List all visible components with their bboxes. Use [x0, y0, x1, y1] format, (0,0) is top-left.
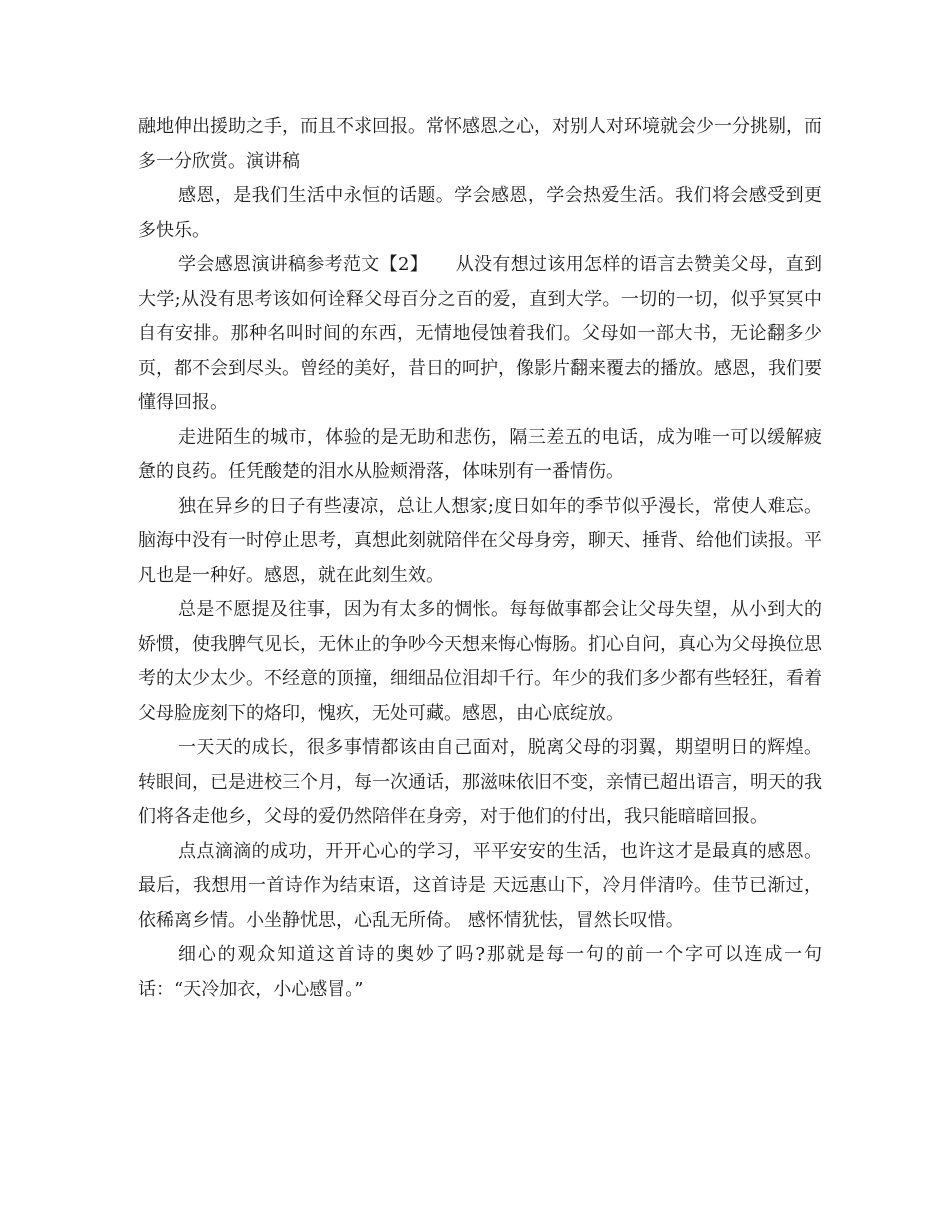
- paragraph-1: 融地伸出援助之手，而且不求回报。常怀感恩之心，对别人对环境就会少一分挑剔，而多一分欣赏。演讲稿: [138, 116, 822, 172]
- document-body: [138, 110, 822, 1007]
- paragraph-4: 走进陌生的城市，体验的是无助和悲伤，隔三差五的电话，成为唯一可以缓解疲惫的良药。任凭酸楚的泪水从脸颊滑落，体味别有一番情伤。: [138, 426, 822, 482]
- paragraph-3: 学会感恩演讲稿参考范文【2】 从没有想过该用怎样的语言去赞美父母，直到大学;从没有思考该如何诠释父母百分之百的爱，直到大学。一切的一切，似乎冥冥中自有安排。那种名叫时间的东西，无情地侵蚀着我们。父母如一部大书，无论翻多少页，都不会到尽头。曾经的美好，昔日的呵护，像影片翻来覆去的播放。感恩，我们要懂得回报。: [138, 254, 822, 413]
- paragraph-7: 一天天的成长，很多事情都该由自己面对，脱离父母的羽翼，期望明日的辉煌。转眼间，已是进校三个月，每一次通话，那滋味依旧不变，亲情已超出语言，明天的我们将各走他乡，父母的爱仍然陪伴在身旁，对于他们的付出，我只能暗暗回报。: [138, 737, 822, 827]
- paragraph-2: 感恩，是我们生活中永恒的话题。学会感恩，学会热爱生活。我们将会感受到更多快乐。: [138, 185, 822, 241]
- paragraph-5: 独在异乡的日子有些凄凉，总让人想家;度日如年的季节似乎漫长，常使人难忘。脑海中没有一时停止思考，真想此刻就陪伴在父母身旁，聊天、捶背、给他们读报。平凡也是一种好。感恩，就在此刻生效。: [138, 495, 822, 586]
- paragraph-6: 总是不愿提及往事，因为有太多的惆怅。每每做事都会让父母失望，从小到大的娇惯，使我脾气见长，无休止的争吵今天想来悔心悔肠。扪心自问，真心为父母换位思考的太少太少。不经意的顶撞，细细品位泪却千行。年少的我们多少都有些轻狂，看着父母脸庞刻下的烙印，愧疚，无处可藏。感恩，由心底绽放。: [138, 599, 822, 724]
- paragraph-9: 细心的观众知道这首诗的奥妙了吗?那就是每一句的前一个字可以连成一句话：“天冷加衣，小心感冒。”: [138, 944, 822, 1000]
- paragraph-8: 点点滴滴的成功，开开心心的学习，平平安安的生活，也许这才是最真的感恩。最后，我想用一首诗作为结束语，这首诗是 天远惠山下，冷月伴清吟。佳节已渐过，依稀离乡情。小坐静忧思，心乱无所倚。 感怀情犹怯，冒然长叹惜。: [138, 840, 822, 931]
